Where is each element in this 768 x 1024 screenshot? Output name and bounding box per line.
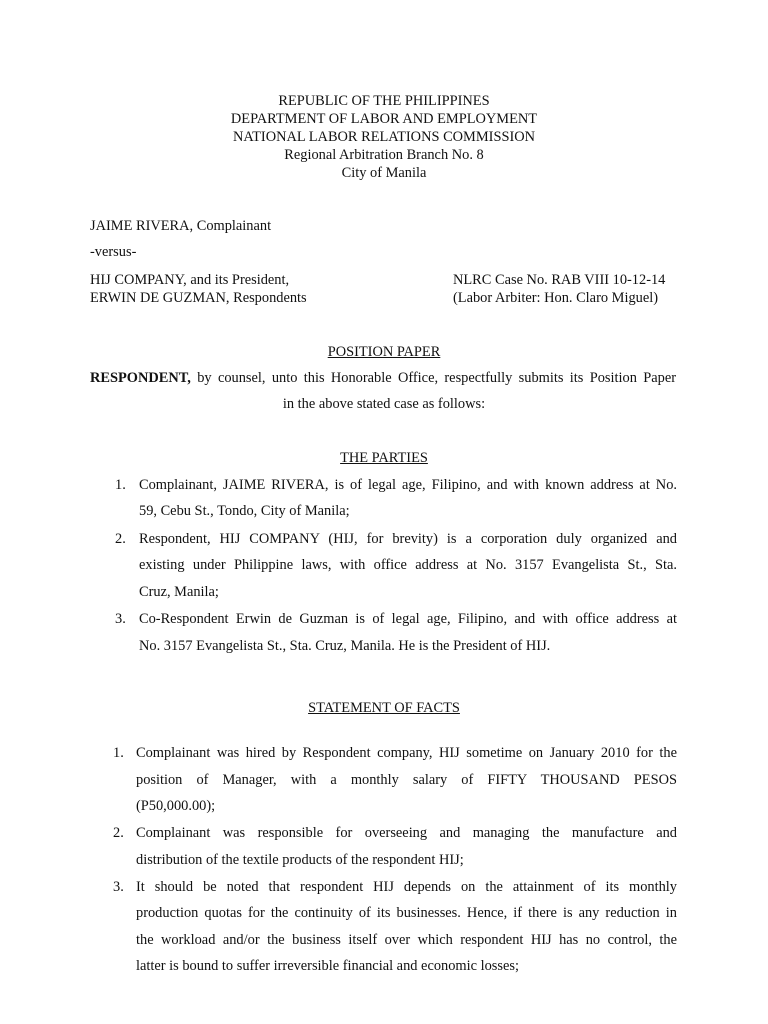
facts-item-1-line-3: (P50,000.00); (136, 798, 216, 814)
facts-item-3-line-4: latter is bound to suffer irreversible financial and economic losses; (136, 958, 519, 974)
facts-item-1-line-1: Complainant was hired by Respondent company, HIJ sometime on January 2010 for the (136, 745, 677, 761)
facts-heading: STATEMENT OF FACTS (308, 700, 460, 716)
parties-item-3-line-2: No. 3157 Evangelista St., Sta. Cruz, Manila. He is the President of HIJ. (139, 638, 551, 654)
parties-item-3-line-1: Co-Respondent Erwin de Guzman is of legal age, Filipino, and with office address at (139, 611, 677, 627)
parties-item-2-line-3: Cruz, Manila; (139, 584, 219, 600)
parties-item-3-number: 3. (115, 611, 126, 627)
case-number: NLRC Case No. RAB VIII 10-12-14 (453, 272, 666, 288)
parties-heading: THE PARTIES (340, 450, 428, 466)
facts-item-3-number: 3. (113, 879, 124, 895)
facts-item-3-line-2: production quotas for the continuity of its businesses. Hence, if there is any reduction in (136, 905, 677, 921)
parties-item-2-number: 2. (115, 531, 126, 547)
facts-item-2-line-2: distribution of the textile products of the respondent HIJ; (136, 852, 464, 868)
respondent-line-1: HIJ COMPANY, and its President, (90, 272, 290, 288)
intro-bold-lead: RESPONDENT, (90, 370, 191, 386)
labor-arbiter: (Labor Arbiter: Hon. Claro Miguel) (453, 290, 659, 306)
intro-line-2: in the above stated case as follows: (282, 396, 486, 412)
header-department: DEPARTMENT OF LABOR AND EMPLOYMENT (230, 111, 538, 127)
intro-line-1-text: by counsel, unto this Honorable Office, respectfully submits its Position Paper (190, 370, 676, 386)
facts-item-3-line-1: It should be noted that respondent HIJ depends on the attainment of its monthly (136, 879, 677, 895)
complainant-name: JAIME RIVERA, Complainant (90, 218, 272, 234)
intro-line-1 (90, 370, 676, 387)
header-city: City of Manila (341, 165, 427, 181)
header-commission: NATIONAL LABOR RELATIONS COMMISSION (232, 129, 536, 145)
parties-item-2-line-1: Respondent, HIJ COMPANY (HIJ, for brevity) is a corporation duly organized and (139, 531, 677, 547)
facts-item-2-number: 2. (113, 825, 124, 841)
versus-label: -versus- (90, 244, 137, 260)
facts-item-3-line-3: the workload and/or the business itself over which respondent HIJ has no control, the (136, 932, 677, 948)
document-title: POSITION PAPER (327, 344, 441, 360)
facts-item-1-number: 1. (113, 745, 124, 761)
parties-item-1-line-2: 59, Cebu St., Tondo, City of Manila; (139, 503, 350, 519)
respondent-line-2: ERWIN DE GUZMAN, Respondents (90, 290, 307, 306)
parties-item-1-number: 1. (115, 477, 126, 493)
facts-item-2-line-1: Complainant was responsible for overseeing and managing the manufacture and (136, 825, 677, 841)
facts-item-1-line-2: position of Manager, with a monthly salary of FIFTY THOUSAND PESOS (136, 772, 677, 788)
parties-item-2-line-2: existing under Philippine laws, with office address at No. 3157 Evangelista St., Sta. (139, 557, 677, 573)
parties-item-1-line-1: Complainant, JAIME RIVERA, is of legal age, Filipino, and with known address at No. (139, 477, 677, 493)
header-republic: REPUBLIC OF THE PHILIPPINES (278, 93, 490, 109)
header-branch: Regional Arbitration Branch No. 8 (284, 147, 484, 163)
